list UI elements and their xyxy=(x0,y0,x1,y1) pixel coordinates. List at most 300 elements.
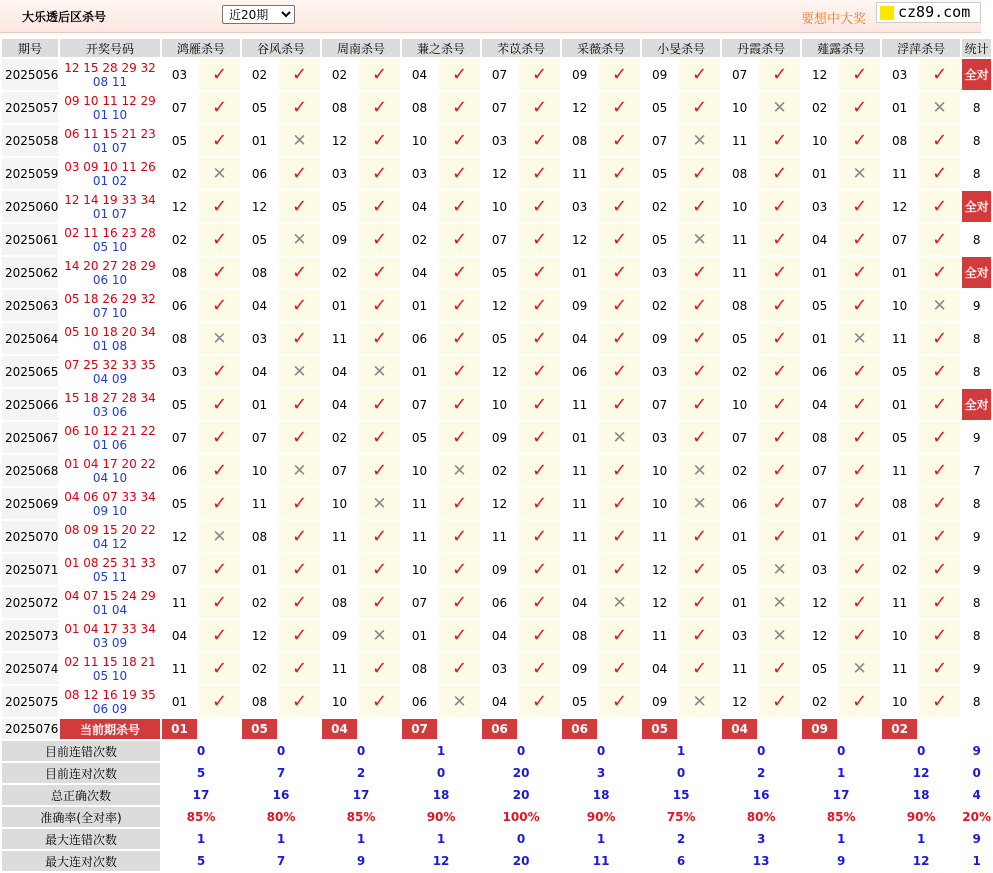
cross-icon: ✕ xyxy=(852,658,867,679)
kill-number-cell: 12 xyxy=(242,620,277,651)
result-mark-cell xyxy=(519,92,560,123)
kill-number-cell: 01 xyxy=(802,323,837,354)
result-mark-cell xyxy=(359,290,400,321)
checkmark-icon: ✓ xyxy=(692,625,708,646)
checkmark-icon: ✓ xyxy=(612,460,628,481)
result-mark-cell xyxy=(839,422,880,453)
checkmark-icon: ✓ xyxy=(612,196,628,217)
kill-number-cell: 08 xyxy=(322,587,357,618)
kill-number-cell: 08 xyxy=(162,323,197,354)
checkmark-icon: ✓ xyxy=(211,262,228,283)
stat-value: 18 xyxy=(562,785,640,805)
result-mark-cell xyxy=(919,620,960,651)
result-mark-cell xyxy=(599,290,640,321)
result-mark-cell xyxy=(679,422,720,453)
checkmark-icon: ✓ xyxy=(772,229,788,250)
result-mark-cell xyxy=(279,389,320,420)
result-mark-cell xyxy=(359,158,400,189)
col-header-expert[interactable]: 蒹之杀号 xyxy=(402,39,480,57)
kill-number-cell: 07 xyxy=(162,92,197,123)
kill-number-cell: 02 xyxy=(642,191,677,222)
result-mark-cell xyxy=(759,224,800,255)
period-cell: 2025065 xyxy=(2,356,58,387)
checkmark-icon: ✓ xyxy=(532,163,548,184)
kill-number-cell: 01 xyxy=(882,92,917,123)
kill-number-cell: 04 xyxy=(482,620,517,651)
result-mark-cell xyxy=(519,488,560,519)
result-mark-cell xyxy=(919,125,960,156)
kill-number-cell: 11 xyxy=(722,653,757,684)
result-mark-cell xyxy=(839,356,880,387)
back-zone-numbers: 04 10 xyxy=(92,470,128,485)
kill-number-cell: 01 xyxy=(882,521,917,552)
stat-value: 16 xyxy=(242,785,320,805)
table-row xyxy=(2,356,991,387)
col-header-expert[interactable]: 小旻杀号 xyxy=(642,39,720,57)
kill-number-cell: 10 xyxy=(482,191,517,222)
table-row xyxy=(2,290,991,321)
kill-number-cell: 11 xyxy=(882,323,917,354)
checkmark-icon: ✓ xyxy=(371,658,388,679)
checkmark-icon: ✓ xyxy=(452,559,468,580)
table-row xyxy=(2,257,991,288)
kill-number-cell: 01 xyxy=(402,290,437,321)
kill-number-cell: 09 xyxy=(642,59,677,90)
checkmark-icon: ✓ xyxy=(932,394,948,415)
checkmark-icon: ✓ xyxy=(291,625,308,646)
kill-number-cell: 02 xyxy=(162,224,197,255)
kill-number-cell: 11 xyxy=(722,125,757,156)
kill-number-cell: 02 xyxy=(722,356,757,387)
period-cell: 2025076 xyxy=(2,719,58,739)
table-row xyxy=(2,521,991,552)
checkmark-icon: ✓ xyxy=(772,526,788,547)
table-row xyxy=(2,389,991,420)
kill-number-cell: 11 xyxy=(882,455,917,486)
checkmark-icon: ✓ xyxy=(211,97,228,118)
kill-number-cell: 03 xyxy=(642,356,677,387)
result-mark-cell xyxy=(359,191,400,222)
checkmark-icon: ✓ xyxy=(612,328,628,349)
kill-number-cell: 05 xyxy=(802,653,837,684)
result-mark-cell xyxy=(679,92,720,123)
checkmark-icon: ✓ xyxy=(932,427,948,448)
period-cell: 2025071 xyxy=(2,554,58,585)
col-header-expert[interactable]: 薤露杀号 xyxy=(802,39,880,57)
period-cell: 2025058 xyxy=(2,125,58,156)
stat-label: 准确率(全对率) xyxy=(2,807,160,827)
result-mark-cell xyxy=(519,620,560,651)
current-kill-number: 04 xyxy=(322,719,357,739)
top-bar xyxy=(0,0,981,33)
result-mark-cell xyxy=(439,158,480,189)
checkmark-icon: ✓ xyxy=(932,592,948,613)
stat-value: 1 xyxy=(322,829,400,849)
draw-numbers-cell xyxy=(60,290,160,321)
result-mark-cell xyxy=(519,686,560,717)
row-total-cell: 8 xyxy=(962,356,991,387)
result-mark-cell xyxy=(519,422,560,453)
draw-numbers-cell xyxy=(60,224,160,255)
checkmark-icon: ✓ xyxy=(532,559,548,580)
checkmark-icon: ✓ xyxy=(852,64,868,85)
result-mark-cell xyxy=(679,455,720,486)
kill-number-cell: 11 xyxy=(402,488,437,519)
stat-value: 1 xyxy=(562,829,640,849)
back-zone-numbers: 08 11 xyxy=(92,74,128,89)
row-total-cell: 9 xyxy=(962,422,991,453)
period-cell: 2025061 xyxy=(2,224,58,255)
checkmark-icon: ✓ xyxy=(532,262,548,283)
result-mark-cell xyxy=(759,191,800,222)
kill-number-cell: 01 xyxy=(562,554,597,585)
result-mark-cell xyxy=(919,422,960,453)
stat-value: 2 xyxy=(722,763,800,783)
result-mark-cell xyxy=(199,125,240,156)
col-header-expert[interactable]: 芣苡杀号 xyxy=(482,39,560,57)
draw-numbers-cell xyxy=(60,587,160,618)
checkmark-icon: ✓ xyxy=(371,64,388,85)
checkmark-icon: ✓ xyxy=(452,361,468,382)
checkmark-icon: ✓ xyxy=(852,394,868,415)
result-mark-cell xyxy=(519,158,560,189)
back-zone-numbers: 01 04 xyxy=(92,602,128,617)
row-total-cell: 8 xyxy=(962,158,991,189)
checkmark-icon: ✓ xyxy=(452,196,468,217)
result-mark-cell xyxy=(279,125,320,156)
cross-icon: ✕ xyxy=(692,460,707,481)
result-mark-cell xyxy=(279,224,320,255)
stat-value: 9 xyxy=(322,851,400,871)
back-zone-numbers: 05 11 xyxy=(92,569,128,584)
kill-number-cell: 11 xyxy=(882,653,917,684)
stat-value: 17 xyxy=(802,785,880,805)
kill-number-cell: 10 xyxy=(642,455,677,486)
front-zone-numbers: 05 18 26 29 32 xyxy=(64,291,156,306)
checkmark-icon: ✓ xyxy=(532,328,548,349)
stat-row xyxy=(2,785,991,805)
table-row xyxy=(2,455,991,486)
result-mark-cell xyxy=(839,224,880,255)
result-mark-cell xyxy=(919,224,960,255)
kill-number-cell: 07 xyxy=(802,455,837,486)
checkmark-icon: ✓ xyxy=(291,163,308,184)
kill-number-cell: 11 xyxy=(322,653,357,684)
checkmark-icon: ✓ xyxy=(211,196,228,217)
kill-number-cell: 08 xyxy=(882,488,917,519)
front-zone-numbers: 06 11 15 21 23 xyxy=(64,126,156,141)
result-mark-cell xyxy=(359,554,400,585)
col-header-total: 统计 xyxy=(962,39,991,57)
result-mark-cell xyxy=(839,257,880,288)
checkmark-icon: ✓ xyxy=(211,295,228,316)
result-mark-cell xyxy=(599,389,640,420)
front-zone-numbers: 05 10 18 20 34 xyxy=(64,324,156,339)
result-mark-cell xyxy=(519,59,560,90)
kill-number-cell: 11 xyxy=(482,521,517,552)
row-total-cell: 9 xyxy=(962,521,991,552)
result-mark-cell xyxy=(519,587,560,618)
result-mark-cell xyxy=(839,554,880,585)
kill-number-cell: 04 xyxy=(322,389,357,420)
result-mark-cell xyxy=(199,92,240,123)
back-zone-numbers: 03 09 xyxy=(92,635,128,650)
kill-number-cell: 05 xyxy=(642,224,677,255)
checkmark-icon: ✓ xyxy=(371,196,388,217)
front-zone-numbers: 07 25 32 33 35 xyxy=(64,357,156,372)
result-mark-cell xyxy=(519,257,560,288)
kill-number-cell: 11 xyxy=(562,488,597,519)
back-zone-numbers: 01 06 xyxy=(92,437,128,452)
col-header-expert[interactable]: 周南杀号 xyxy=(322,39,400,57)
back-zone-numbers: 04 09 xyxy=(92,371,128,386)
kill-number-cell: 04 xyxy=(242,356,277,387)
checkmark-icon: ✓ xyxy=(371,328,388,349)
period-cell: 2025066 xyxy=(2,389,58,420)
checkmark-icon: ✓ xyxy=(211,559,228,580)
col-header-expert[interactable]: 鸿雁杀号 xyxy=(162,39,240,57)
result-mark-cell xyxy=(919,389,960,420)
current-kill-number: 06 xyxy=(482,719,517,739)
kill-number-cell: 03 xyxy=(642,257,677,288)
stat-value: 5 xyxy=(162,851,240,871)
col-header-expert[interactable]: 谷风杀号 xyxy=(242,39,320,57)
kill-number-cell: 09 xyxy=(642,323,677,354)
kill-number-cell: 12 xyxy=(482,488,517,519)
kill-number-cell: 05 xyxy=(722,323,757,354)
result-mark-cell xyxy=(519,455,560,486)
checkmark-icon: ✓ xyxy=(532,493,548,514)
kill-number-cell: 04 xyxy=(642,653,677,684)
result-mark-cell xyxy=(599,521,640,552)
kill-number-cell: 07 xyxy=(802,488,837,519)
result-mark-cell xyxy=(519,554,560,585)
checkmark-icon: ✓ xyxy=(532,130,548,151)
result-mark-cell xyxy=(359,224,400,255)
result-mark-cell xyxy=(279,290,320,321)
kill-number-cell: 07 xyxy=(162,554,197,585)
kill-number-cell: 04 xyxy=(162,620,197,651)
kill-number-cell: 12 xyxy=(162,191,197,222)
kill-number-cell: 12 xyxy=(882,191,917,222)
kill-number-cell: 07 xyxy=(482,92,517,123)
checkmark-icon: ✓ xyxy=(371,526,388,547)
back-zone-numbers: 06 10 xyxy=(92,272,128,287)
site-logo[interactable] xyxy=(876,2,981,23)
result-mark-cell xyxy=(759,488,800,519)
cross-icon: ✕ xyxy=(932,295,947,316)
stat-value: 3 xyxy=(562,763,640,783)
result-mark-cell xyxy=(679,356,720,387)
result-mark-cell xyxy=(279,686,320,717)
col-header-expert[interactable]: 采薇杀号 xyxy=(562,39,640,57)
result-mark-cell xyxy=(919,686,960,717)
kill-number-cell: 02 xyxy=(162,158,197,189)
result-mark-cell xyxy=(759,59,800,90)
kill-number-cell: 05 xyxy=(642,92,677,123)
stat-label: 最大连错次数 xyxy=(2,829,160,849)
checkmark-icon: ✓ xyxy=(612,361,628,382)
checkmark-icon: ✓ xyxy=(452,526,468,547)
stat-value: 0 xyxy=(242,741,320,761)
col-header-expert[interactable]: 丹霞杀号 xyxy=(722,39,800,57)
result-mark-cell xyxy=(599,455,640,486)
stat-value: 80% xyxy=(242,807,320,827)
result-mark-cell xyxy=(759,455,800,486)
draw-numbers-cell xyxy=(60,554,160,585)
checkmark-icon: ✓ xyxy=(371,295,388,316)
result-mark-cell xyxy=(439,290,480,321)
checkmark-icon: ✓ xyxy=(291,97,308,118)
result-mark-cell xyxy=(919,92,960,123)
kill-number-cell: 12 xyxy=(482,356,517,387)
stat-value: 18 xyxy=(402,785,480,805)
checkmark-icon: ✓ xyxy=(692,526,708,547)
kill-number-cell: 05 xyxy=(402,422,437,453)
result-mark-cell xyxy=(279,59,320,90)
table-row xyxy=(2,587,991,618)
kill-number-cell: 06 xyxy=(562,356,597,387)
result-mark-cell xyxy=(279,620,320,651)
checkmark-icon: ✓ xyxy=(612,559,628,580)
checkmark-icon: ✓ xyxy=(452,658,468,679)
result-mark-cell xyxy=(279,587,320,618)
result-mark-cell xyxy=(759,686,800,717)
table-row xyxy=(2,422,991,453)
checkmark-icon: ✓ xyxy=(452,295,468,316)
period-range-select[interactable] xyxy=(222,5,295,24)
cross-icon: ✕ xyxy=(772,97,787,118)
checkmark-icon: ✓ xyxy=(852,592,868,613)
cross-icon: ✕ xyxy=(612,427,627,448)
result-mark-cell xyxy=(679,323,720,354)
stat-value: 13 xyxy=(722,851,800,871)
front-zone-numbers: 08 12 16 19 35 xyxy=(64,687,156,702)
checkmark-icon: ✓ xyxy=(692,97,708,118)
stat-value: 0 xyxy=(482,829,560,849)
kill-number-cell: 01 xyxy=(562,422,597,453)
checkmark-icon: ✓ xyxy=(211,592,228,613)
front-zone-numbers: 04 07 15 24 29 xyxy=(64,588,156,603)
checkmark-icon: ✓ xyxy=(852,427,868,448)
kill-number-cell: 02 xyxy=(642,290,677,321)
back-zone-numbers: 01 07 xyxy=(92,140,128,155)
result-mark-cell xyxy=(439,554,480,585)
kill-number-cell: 04 xyxy=(242,290,277,321)
result-mark-cell xyxy=(679,521,720,552)
kill-number-cell: 10 xyxy=(722,389,757,420)
draw-numbers-cell xyxy=(60,488,160,519)
stat-value: 1 xyxy=(642,741,720,761)
result-mark-cell xyxy=(599,191,640,222)
stat-value: 85% xyxy=(162,807,240,827)
checkmark-icon: ✓ xyxy=(772,361,788,382)
kill-number-cell: 05 xyxy=(882,356,917,387)
result-mark-cell xyxy=(599,257,640,288)
checkmark-icon: ✓ xyxy=(852,229,868,250)
checkmark-icon: ✓ xyxy=(772,493,788,514)
current-kill-number: 04 xyxy=(722,719,757,739)
checkmark-icon: ✓ xyxy=(612,526,628,547)
period-cell: 2025062 xyxy=(2,257,58,288)
checkmark-icon: ✓ xyxy=(852,691,868,712)
checkmark-icon: ✓ xyxy=(211,658,228,679)
stat-label: 总正确次数 xyxy=(2,785,160,805)
cross-icon: ✕ xyxy=(612,592,627,613)
result-mark-cell xyxy=(759,323,800,354)
result-mark-cell xyxy=(199,587,240,618)
result-mark-cell xyxy=(519,323,560,354)
kill-number-cell: 08 xyxy=(722,290,757,321)
current-kill-blank xyxy=(599,719,640,739)
current-kill-number: 06 xyxy=(562,719,597,739)
result-mark-cell xyxy=(439,455,480,486)
checkmark-icon: ✓ xyxy=(612,691,628,712)
result-mark-cell xyxy=(679,257,720,288)
result-mark-cell xyxy=(359,323,400,354)
draw-numbers-cell xyxy=(60,389,160,420)
kill-number-cell: 01 xyxy=(162,686,197,717)
period-cell: 2025064 xyxy=(2,323,58,354)
stat-value: 0 xyxy=(402,763,480,783)
back-zone-numbers: 01 10 xyxy=(92,107,128,122)
result-mark-cell xyxy=(839,488,880,519)
current-kill-label: 当前期杀号 xyxy=(60,719,160,739)
cross-icon: ✕ xyxy=(292,130,307,151)
header-row xyxy=(2,39,991,57)
kill-number-cell: 08 xyxy=(722,158,757,189)
back-zone-numbers: 01 02 xyxy=(92,173,128,188)
kill-number-cell: 03 xyxy=(482,653,517,684)
checkmark-icon: ✓ xyxy=(692,394,708,415)
kill-number-cell: 11 xyxy=(642,620,677,651)
result-mark-cell xyxy=(679,125,720,156)
kill-number-cell: 05 xyxy=(722,554,757,585)
result-mark-cell xyxy=(439,125,480,156)
result-mark-cell xyxy=(359,125,400,156)
result-mark-cell xyxy=(679,686,720,717)
kill-number-cell: 05 xyxy=(642,158,677,189)
checkmark-icon: ✓ xyxy=(932,262,948,283)
result-mark-cell xyxy=(199,191,240,222)
checkmark-icon: ✓ xyxy=(852,97,868,118)
checkmark-icon: ✓ xyxy=(772,64,788,85)
promo-text[interactable]: 要想中大奖 xyxy=(801,12,867,27)
kill-number-cell: 11 xyxy=(562,158,597,189)
checkmark-icon: ✓ xyxy=(932,163,948,184)
kill-number-cell: 11 xyxy=(162,653,197,684)
period-cell: 2025074 xyxy=(2,653,58,684)
stat-value: 100% xyxy=(482,807,560,827)
result-mark-cell xyxy=(439,323,480,354)
checkmark-icon: ✓ xyxy=(772,130,788,151)
kill-number-cell: 01 xyxy=(802,521,837,552)
checkmark-icon: ✓ xyxy=(612,295,628,316)
result-mark-cell xyxy=(679,224,720,255)
kill-number-cell: 08 xyxy=(162,257,197,288)
col-header-expert[interactable]: 浮萍杀号 xyxy=(882,39,960,57)
stat-label: 目前连错次数 xyxy=(2,741,160,761)
result-mark-cell xyxy=(599,356,640,387)
current-kill-blank xyxy=(919,719,960,739)
checkmark-icon: ✓ xyxy=(291,262,308,283)
kill-number-cell: 02 xyxy=(882,554,917,585)
row-total-cell: 全对 xyxy=(962,59,991,90)
kill-number-cell: 10 xyxy=(322,488,357,519)
checkmark-icon: ✓ xyxy=(371,130,388,151)
current-kill-number: 05 xyxy=(642,719,677,739)
result-mark-cell xyxy=(439,59,480,90)
